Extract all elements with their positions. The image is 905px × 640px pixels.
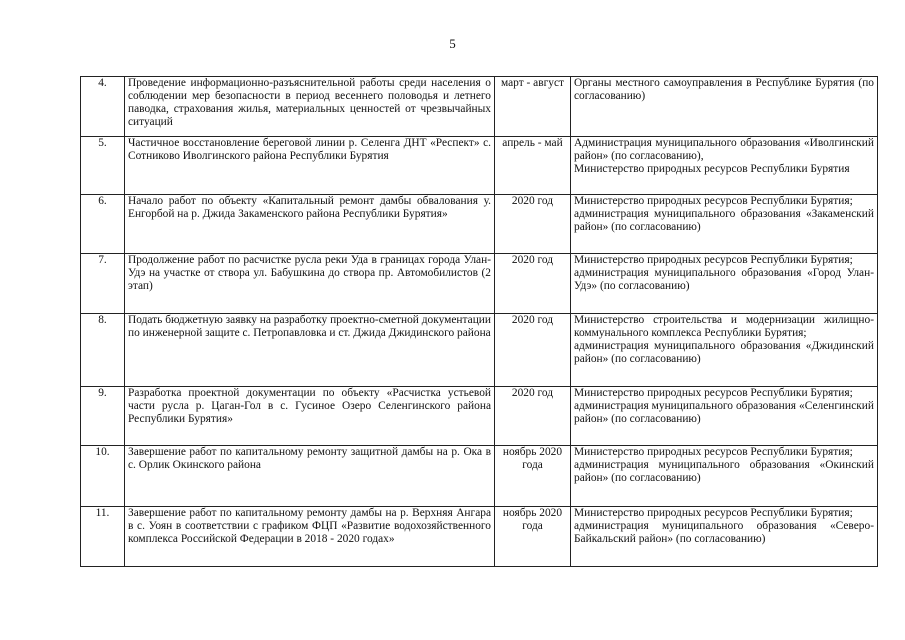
measure-description: Подать бюджетную заявку на разработку проектно-сметной документации по инженерной защите с. Петропавловка и ст. Джида Джидинского района	[125, 314, 495, 387]
execution-term: 2020 год	[495, 195, 571, 254]
measure-description: Проведение информационно-разъяснительной работы среди населения о соблюдении мер безопасности в период весеннего половодья и летнего паводка, страхования жилья, материальных ценностей от чрезвычайных ситуаций	[125, 77, 495, 137]
row-number: 7.	[81, 254, 125, 314]
responsible-line: администрация муниципального образования «Город Улан-Удэ» (по согласованию)	[574, 267, 874, 293]
page-number: 5	[449, 36, 456, 51]
execution-term: апрель - май	[495, 137, 571, 195]
row-number: 9.	[81, 387, 125, 446]
execution-term: март - август	[495, 77, 571, 137]
row-number: 10.	[81, 446, 125, 507]
row-number: 5.	[81, 137, 125, 195]
responsible-line: администрация муниципального образования «Закаменский район» (по согласованию)	[574, 208, 874, 234]
row-number: 8.	[81, 314, 125, 387]
execution-term: 2020 год	[495, 387, 571, 446]
measure-description: Продолжение работ по расчистке русла реки Уда в границах города Улан-Удэ на участке от створа ул. Бабушкина до створа пр. Автомобилистов (2 этап)	[125, 254, 495, 314]
responsible-line: Министерство природных ресурсов Республики Бурятия;	[574, 254, 853, 266]
measure-description: Разработка проектной документации по объекту «Расчистка устьевой части русла р. Цаган-Гол в с. Гусиное Озеро Селенгинского района Республики Бурятия»	[125, 387, 495, 446]
measures-table	[80, 76, 878, 567]
table-row	[81, 77, 878, 137]
measure-description: Частичное восстановление береговой линии р. Селенга ДНТ «Респект» с. Сотниково Иволгинского района Республики Бурятия	[125, 137, 495, 195]
measure-description: Завершение работ по капитальному ремонту дамбы на р. Верхняя Ангара в с. Уоян в соответствии с графиком ФЦП «Развитие водохозяйственного комплекса Российской Федерации в 2018 - 2020 годах»	[125, 507, 495, 567]
responsible-executors	[571, 254, 878, 314]
responsible-line: Министерство природных ресурсов Республики Бурятия;	[574, 387, 853, 399]
row-number: 11.	[81, 507, 125, 567]
responsible-line: администрация муниципального образования «Северо-Байкальский район» (по согласованию)	[574, 520, 874, 546]
table-row	[81, 195, 878, 254]
responsible-line: Органы местного самоуправления в Республике Бурятия (по согласованию)	[574, 77, 874, 103]
row-number: 4.	[81, 77, 125, 137]
responsible-line: администрация муниципального образования «Селенгинский район» (по согласованию)	[574, 400, 874, 426]
table-row	[81, 446, 878, 507]
responsible-executors	[571, 137, 878, 195]
execution-term: ноябрь 2020 года	[495, 446, 571, 507]
table-row	[81, 314, 878, 387]
row-number: 6.	[81, 195, 125, 254]
responsible-executors	[571, 387, 878, 446]
responsible-line: администрация муниципального образования «Окинский район» (по согласованию)	[574, 459, 874, 485]
responsible-executors	[571, 507, 878, 567]
responsible-line: Министерство природных ресурсов Республики Бурятия;	[574, 446, 853, 458]
execution-term: 2020 год	[495, 254, 571, 314]
responsible-executors	[571, 314, 878, 387]
responsible-line: Министерство строительства и модернизации жилищно-коммунального комплекса Республики Бурятия;	[574, 314, 874, 340]
table-row	[81, 507, 878, 567]
responsible-executors	[571, 446, 878, 507]
responsible-line: Администрация муниципального образования «Иволгинский район» (по согласованию),	[574, 137, 874, 163]
responsible-line: Министерство природных ресурсов Республики Бурятия;	[574, 507, 853, 519]
responsible-line: администрация муниципального образования «Джидинский район» (по согласованию)	[574, 340, 874, 366]
execution-term: ноябрь 2020 года	[495, 507, 571, 567]
responsible-line: Министерство природных ресурсов Республики Бурятия;	[574, 195, 853, 207]
responsible-line: Министерство природных ресурсов Республики Бурятия	[574, 163, 850, 176]
table-row	[81, 254, 878, 314]
execution-term: 2020 год	[495, 314, 571, 387]
measure-description: Завершение работ по капитальному ремонту защитной дамбы на р. Ока в с. Орлик Окинского района	[125, 446, 495, 507]
measure-description: Начало работ по объекту «Капитальный ремонт дамбы обвалования у. Енгорбой на р. Джида Закаменского района Республики Бурятия»	[125, 195, 495, 254]
table-row	[81, 387, 878, 446]
table-row	[81, 137, 878, 195]
measures-table-body	[81, 77, 878, 567]
responsible-executors	[571, 195, 878, 254]
responsible-executors	[571, 77, 878, 137]
